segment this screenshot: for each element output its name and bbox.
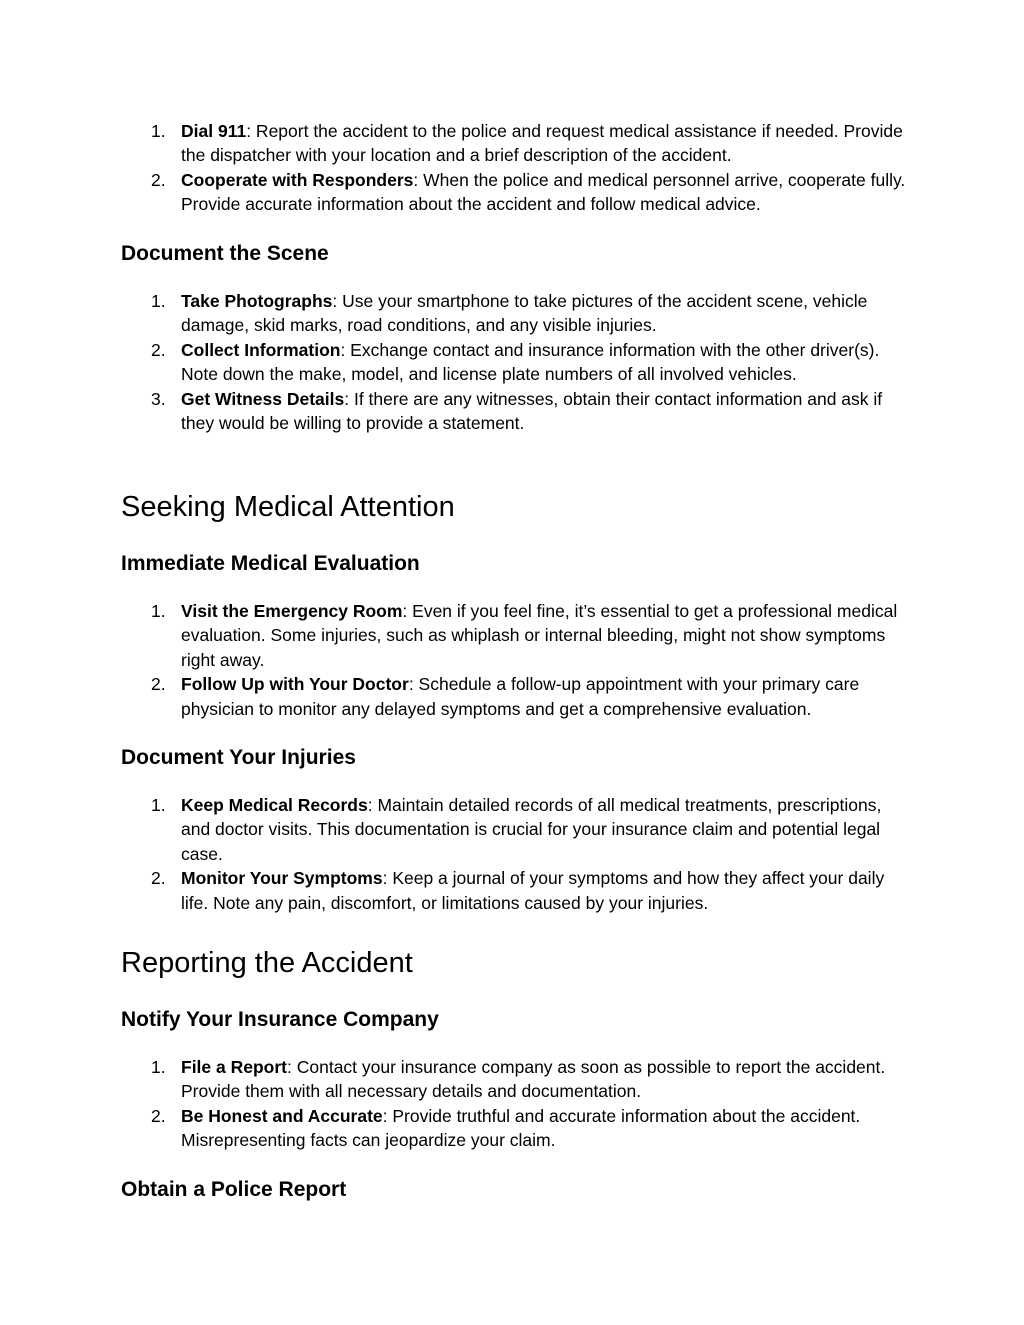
- medical-evaluation-list: [121, 599, 911, 721]
- document-scene-list: [121, 289, 911, 435]
- heading-seeking-medical-attention: Seeking Medical Attention: [121, 491, 455, 523]
- list-item: [121, 866, 911, 915]
- list-item: [121, 119, 911, 168]
- list-item: [121, 672, 911, 721]
- list-item-title: Collect Information: [181, 339, 341, 360]
- list-item-text: : Exchange contact and insurance information with the other driver(s). Note down the make, model, and license plate numbers of all involved vehicles.: [181, 339, 880, 385]
- heading-notify-insurance-company: Notify Your Insurance Company: [121, 1008, 439, 1031]
- list-item-number: 3.: [151, 388, 166, 409]
- list-item-title: Keep Medical Records: [181, 795, 368, 815]
- list-item: [121, 599, 911, 672]
- list-item: [121, 387, 911, 436]
- list-item-number: 1.: [151, 601, 166, 621]
- list-item-number: 1.: [151, 291, 166, 311]
- list-item-text: : Maintain detailed records of all medical treatments, prescriptions, and doctor visits. This documentation is crucial for your insurance claim and potential legal case.: [181, 795, 882, 864]
- list-item-number: 2.: [151, 1105, 166, 1126]
- list-item-number: 2.: [151, 339, 166, 360]
- list-item-number: 1.: [151, 795, 166, 815]
- list-item-number: 2.: [151, 674, 166, 695]
- list-item: [121, 289, 911, 338]
- list-item-text: : If there are any witnesses, obtain their contact information and ask if they would be willing to provide a statement.: [181, 388, 883, 434]
- heading-obtain-police-report: Obtain a Police Report: [121, 1178, 347, 1201]
- list-item-text: : Even if you feel fine, it’s essential to get a professional medical evaluation. Some injuries, such as whiplash or internal bleeding, might not show symptoms right away.: [181, 601, 898, 670]
- list-item-number: 1.: [151, 1057, 166, 1077]
- list-item-title: File a Report: [181, 1057, 287, 1077]
- document-injuries-list: [121, 793, 911, 915]
- list-item: [121, 1055, 911, 1104]
- list-item-text: : Schedule a follow-up appointment with your primary care physician to monitor any delayed symptoms and get a comprehensive evaluation.: [181, 674, 860, 719]
- list-item-text: : Keep a journal of your symptoms and how they affect your daily life. Note any pain, discomfort, or limitations caused by your injuries.: [181, 868, 885, 913]
- list-item-title: Follow Up with Your Doctor: [181, 674, 409, 695]
- list-item-text: : Use your smartphone to take pictures of the accident scene, vehicle damage, skid marks, road conditions, and any visible injuries.: [181, 291, 868, 336]
- list-item-title: Dial 911: [181, 121, 247, 141]
- list-item-title: Take Photographs: [181, 291, 333, 311]
- heading-immediate-medical-evaluation: Immediate Medical Evaluation: [121, 552, 420, 575]
- heading-document-the-scene: Document the Scene: [121, 242, 329, 265]
- emergency-steps-list: [121, 119, 911, 217]
- heading-reporting-the-accident: Reporting the Accident: [121, 947, 413, 979]
- list-item: [121, 338, 911, 387]
- list-item-number: 1.: [151, 121, 166, 141]
- list-item-text: : Report the accident to the police and request medical assistance if needed. Provide the dispatcher with your location and a brief description of the accident.: [181, 121, 903, 166]
- notify-insurance-list: [121, 1055, 911, 1153]
- list-item-title: Visit the Emergency Room: [181, 601, 403, 621]
- list-item-text: : Provide truthful and accurate information about the accident. Misrepresenting facts can jeopardize your claim.: [181, 1105, 861, 1151]
- list-item-text: : Contact your insurance company as soon as possible to report the accident. Provide them with all necessary details and documentation.: [181, 1057, 886, 1102]
- list-item-title: Be Honest and Accurate: [181, 1105, 383, 1126]
- list-item-title: Get Witness Details: [181, 388, 345, 409]
- list-item-text: : When the police and medical personnel arrive, cooperate fully. Provide accurate information about the accident and follow medical advice.: [181, 169, 906, 215]
- list-item-number: 2.: [151, 169, 166, 190]
- heading-document-your-injuries: Document Your Injuries: [121, 746, 356, 769]
- list-item: [121, 168, 911, 217]
- list-item-title: Monitor Your Symptoms: [181, 868, 383, 889]
- list-item-title: Cooperate with Responders: [181, 169, 414, 190]
- list-item-number: 2.: [151, 868, 166, 889]
- list-item: [121, 793, 911, 866]
- list-item: [121, 1104, 911, 1153]
